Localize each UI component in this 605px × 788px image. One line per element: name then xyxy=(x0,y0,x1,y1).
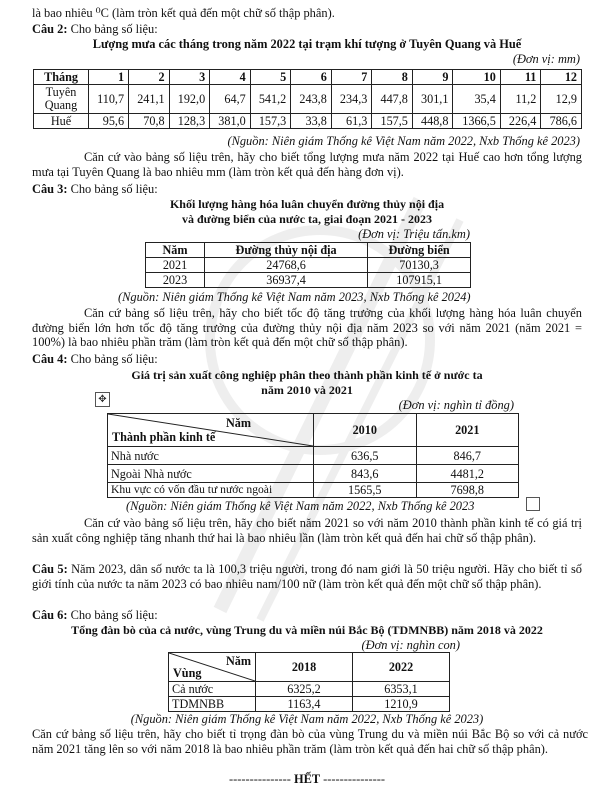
industry-table xyxy=(107,413,519,498)
table-row xyxy=(108,465,519,483)
corner-header-cell xyxy=(108,414,314,447)
table-cell: 541,2 xyxy=(250,85,291,114)
table-cell: 1565,5 xyxy=(314,483,417,498)
header-cell: 5 xyxy=(250,70,291,85)
q5-text: Năm 2023, dân số nước ta là 100,3 triệu người, trong đó nam giới là 50 triệu người. Hãy cho biết tỉ số giới tính của nước ta năm 2023 có bao nhiêu nam/100 nữ (làm tròn kết quả đến một chữ số thập phân). xyxy=(32,562,582,591)
table-cell: 2023 xyxy=(146,273,205,288)
table-cell: 70130,3 xyxy=(368,258,471,273)
row-name: Huế xyxy=(34,114,89,129)
table-cell: 192,0 xyxy=(169,85,210,114)
corner-header-cell xyxy=(169,653,256,682)
q6-question: Căn cứ bảng số liệu trên, hãy cho biết tỉ trọng đàn bò của vùng Trung du và miền núi Bắc Bộ so với cả nước năm 2021 tăng lên so với năm 2018 là bao nhiêu phần trăm (làm tròn kết quả đến hai chữ số thập phân). xyxy=(32,727,588,756)
table-cell: 1210,9 xyxy=(353,697,450,712)
table-row xyxy=(169,697,450,712)
table-resize-handle[interactable] xyxy=(526,497,540,511)
end-dashes-right: --------------- xyxy=(323,772,385,786)
table-row xyxy=(169,682,450,697)
header-cell: 9 xyxy=(412,70,453,85)
table-cell: 447,8 xyxy=(372,85,413,114)
header-cell: 4 xyxy=(210,70,251,85)
table-cell: 64,7 xyxy=(210,85,251,114)
q6-label: Câu 6: xyxy=(32,608,68,622)
q3-lead: Cho bảng số liệu: xyxy=(70,182,158,196)
table-cell: 636,5 xyxy=(314,447,417,465)
q6-table-title: Tổng đàn bò của cả nước, vùng Trung du và miền núi Bắc Bộ (TDMNBB) năm 2018 và 2022 xyxy=(71,623,543,637)
table-cell: 843,6 xyxy=(314,465,417,483)
table-cell: 107915,1 xyxy=(368,273,471,288)
end-label: HẾT xyxy=(294,772,320,786)
move-handle-icon[interactable]: ✥ xyxy=(95,392,110,407)
header-cell: Tháng xyxy=(34,70,89,85)
header-cell: 2 xyxy=(129,70,170,85)
table-cell: 12,9 xyxy=(541,85,582,114)
header-cell: 2018 xyxy=(256,653,353,682)
q6-lead: Cho bảng số liệu: xyxy=(70,608,158,622)
header-cell: Đường biển xyxy=(368,243,471,258)
q3-title-line2: và đường biển của nước ta, giai đoạn 2021 - 2023 xyxy=(181,212,433,226)
table-row xyxy=(146,258,471,273)
q4-lead: Cho bảng số liệu: xyxy=(70,352,158,366)
corner-top-label: Năm xyxy=(225,654,251,668)
q5-paragraph xyxy=(32,562,582,591)
table-cell: 33,8 xyxy=(291,114,332,129)
table-cell: 61,3 xyxy=(331,114,372,129)
table-cell: 381,0 xyxy=(210,114,251,129)
q4-heading xyxy=(32,352,582,367)
table-cell: 4481,2 xyxy=(416,465,519,483)
q2-table-title: Lượng mưa các tháng trong năm 2022 tại trạm khí tượng ở Tuyên Quang và Huế xyxy=(92,37,522,51)
q4-unit: (Đơn vị: nghìn tỉ đồng) xyxy=(398,398,514,412)
table-row xyxy=(146,273,471,288)
q2-heading xyxy=(32,22,582,37)
table-header-row xyxy=(146,243,471,258)
table-cell: 7698,8 xyxy=(416,483,519,498)
header-cell: 2022 xyxy=(353,653,450,682)
cattle-table xyxy=(168,652,450,712)
table-row xyxy=(34,85,582,114)
table-cell: 301,1 xyxy=(412,85,453,114)
header-cell: 8 xyxy=(372,70,413,85)
table-header-row xyxy=(34,70,582,85)
q6-heading xyxy=(32,608,582,623)
q3-label: Câu 3: xyxy=(32,182,68,196)
header-cell: 2021 xyxy=(416,414,519,447)
q2-unit: (Đơn vị: mm) xyxy=(512,52,580,66)
table-cell: 846,7 xyxy=(416,447,519,465)
table-cell: 786,6 xyxy=(541,114,582,129)
q5-label: Câu 5: xyxy=(32,562,68,576)
header-cell: 12 xyxy=(541,70,582,85)
q6-unit: (Đơn vị: nghìn con) xyxy=(361,638,460,652)
table-cell: 2021 xyxy=(146,258,205,273)
table-cell: Nhà nước xyxy=(108,447,314,465)
q4-source: (Nguồn: Niên giám Thống kê Việt Nam năm 2022, Nxb Thống kê 2023 xyxy=(126,499,475,513)
table-cell: 6325,2 xyxy=(256,682,353,697)
q3-question: Căn cứ bảng số liệu trên, hãy cho biết tốc độ tăng trưởng của khối lượng hàng hóa luân chuyển đường biển lớn hơn tốc độ tăng trưởng của đường thủy nội địa năm 2023 so với năm 2021 (năm 2021 = 100%) là bao nhiêu phần trăm (làm tròn kết quả đến một chữ số thập phân). xyxy=(32,306,582,350)
header-cell: 7 xyxy=(331,70,372,85)
table-cell: 11,2 xyxy=(500,85,541,114)
q2-label: Câu 2: xyxy=(32,22,68,36)
header-cell: 11 xyxy=(500,70,541,85)
header-cell: 2010 xyxy=(314,414,417,447)
table-cell: 241,1 xyxy=(129,85,170,114)
header-cell: 1 xyxy=(89,70,129,85)
header-cell: 3 xyxy=(169,70,210,85)
corner-top-label: Năm xyxy=(225,416,251,430)
table-cell: 110,7 xyxy=(89,85,129,114)
table-cell: Khu vực có vốn đầu tư nước ngoài xyxy=(108,483,314,498)
table-cell: 36937,4 xyxy=(205,273,368,288)
table-header-row xyxy=(169,653,450,682)
table-cell: 448,8 xyxy=(412,114,453,129)
q3-source: (Nguồn: Niên giám Thống kê Việt Nam năm 2023, Nxb Thống kê 2024) xyxy=(118,290,471,304)
header-cell: 6 xyxy=(291,70,332,85)
table-cell: 1163,4 xyxy=(256,697,353,712)
table-cell: 234,3 xyxy=(331,85,372,114)
table-cell: 226,4 xyxy=(500,114,541,129)
q4-title-line2: năm 2010 và 2021 xyxy=(261,383,353,397)
q2-source: (Nguồn: Niên giám Thống kê Việt Nam năm 2022, Nxb Thống kê 2023) xyxy=(227,134,580,148)
q3-unit: (Đơn vị: Triệu tấn.km) xyxy=(358,227,470,241)
table-row xyxy=(34,114,582,129)
table-cell: 243,8 xyxy=(291,85,332,114)
q2-question: Căn cứ vào bảng số liệu trên, hãy cho biết tổng lượng mưa năm 2022 tại Huế cao hơn tổng lượng mưa tại Tuyên Quang là bao nhiêu mm (làm tròn kết quả đến hàng đơn vị). xyxy=(32,150,582,179)
corner-bottom-label: Vùng xyxy=(173,666,202,680)
table-cell: TDMNBB xyxy=(169,697,256,712)
header-cell: 10 xyxy=(453,70,500,85)
table-row xyxy=(108,483,519,498)
end-marker xyxy=(32,772,582,787)
table-cell: 128,3 xyxy=(169,114,210,129)
table-cell: 157,5 xyxy=(372,114,413,129)
table-cell: 6353,1 xyxy=(353,682,450,697)
q4-label: Câu 4: xyxy=(32,352,68,366)
cargo-table xyxy=(145,242,471,288)
table-cell: 35,4 xyxy=(453,85,500,114)
table-cell: 95,6 xyxy=(89,114,129,129)
table-cell: 70,8 xyxy=(129,114,170,129)
table-cell: 157,3 xyxy=(250,114,291,129)
q2-lead: Cho bảng số liệu: xyxy=(70,22,158,36)
q4-question: Căn cứ vào bảng số liệu trên, hãy cho biết năm 2021 so với năm 2010 thành phần kinh tế có giá trị sản xuất công nghiệp tăng nhanh thứ hai là bao nhiêu lần (làm tròn kết quả đến hai chữ số thập phân). xyxy=(32,516,582,545)
end-dashes-left: --------------- xyxy=(229,772,291,786)
row-name: Tuyên Quang xyxy=(34,85,89,114)
header-cell: Đường thủy nội địa xyxy=(205,243,368,258)
table-cell: 24768,6 xyxy=(205,258,368,273)
table-cell: Cả nước xyxy=(169,682,256,697)
table-row xyxy=(108,447,519,465)
rainfall-table xyxy=(33,69,582,129)
q3-title-line1: Khối lượng hàng hóa luân chuyển đường thủy nội địa xyxy=(169,197,445,211)
header-cell: Năm xyxy=(146,243,205,258)
corner-bottom-label: Thành phần kinh tế xyxy=(112,430,216,444)
table-header-row xyxy=(108,414,519,447)
table-cell: 1366,5 xyxy=(453,114,500,129)
intro-line: là bao nhiêu ⁰C (làm tròn kết quả đến một chữ số thập phân). xyxy=(32,6,335,20)
q4-title-line1: Giá trị sản xuất công nghiệp phân theo thành phần kinh tế ở nước ta xyxy=(131,368,483,382)
table-cell: Ngoài Nhà nước xyxy=(108,465,314,483)
q3-heading xyxy=(32,182,582,197)
q6-source: (Nguồn: Niên giám Thống kê Việt Nam năm 2022, Nxb Thống kê 2023) xyxy=(130,712,484,726)
